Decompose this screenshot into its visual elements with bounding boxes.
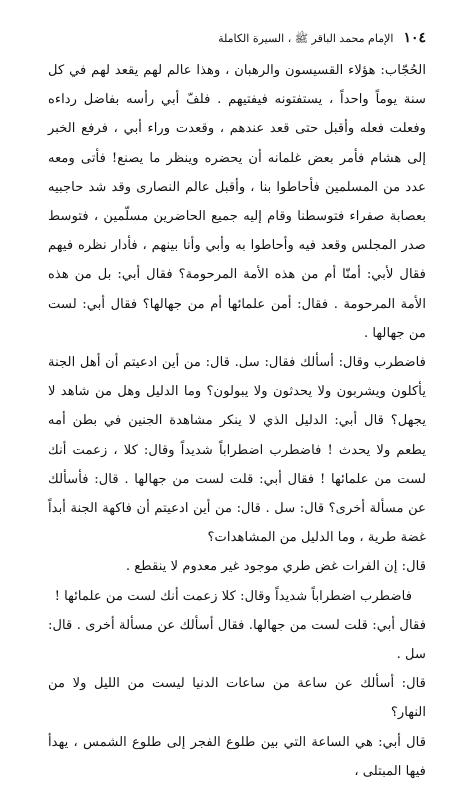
running-title: الإمام محمد الباقر ﷺ ، السيرة الكاملة [218, 32, 394, 45]
body-text [48, 56, 426, 786]
paragraph: قال: إن الفرات غض طري موجود غير معدوم لا ينقطع . [125, 559, 426, 575]
paragraph: قال: أسألك عن ساعة من ساعات الدنيا ليست من الليل ولا من النهار؟ [48, 676, 426, 721]
paragraph: فاضطرب اضطراباً شديداً وقال: كلا زعمت أنك لست من علمائها ! [54, 588, 412, 604]
paragraph: قال أبي: هي الساعة التي بين طلوع الفجر إلى طلوع الشمس ، يهدأ فيها المبتلى ، [48, 734, 426, 779]
paragraph: فقال أبي: قلت لست من جهالها. فقال أسألك عن مسألة أخرى . قال: سل . [48, 617, 426, 663]
running-header [48, 30, 426, 48]
paragraph: الحُجّاب: هؤلاء القسيسون والرهبان ، وهذا عالم لهم يقعد لهم في كل سنة يوماً واحداً ، يستفتونه فيفتيهم . فلفّ أبي رأسه بفاضل رداءه وفعلت فعله وأقبل حتى قعد عندهم ، وقعدت وراء أبي ، فرفع الخبر إلى هشام فأمر بعض غلمانه أن يحضره وينظر ما يصنع! فأتى ومعه عدد من المسلمين فأحاطوا بنا ، وأقبل عالم النصارى وقد شد حاجبيه بعصابة صفراء فتوسطنا وقام إليه جميع الحاضرين مسلّمين ، فتوسط صدر المجلس وقعد فيه وأحاطوا به وأبي وأنا بينهم ، فأدار نظره فيهم فقال لأبي: أمنّا أم من هذه الأمة المرحومة؟ فقال أبي: بل من هذه الأمة المرحومة . فقال: أمن علمائها أم من جهالها؟ فقال أبي: لست من جهالها . [48, 63, 426, 341]
book-page [48, 30, 426, 779]
page-number: ١٠٤ [403, 30, 426, 46]
paragraph: فاضطرب وقال: أسألك فقال: سل. قال: من أين ادعيتم أن أهل الجنة يأكلون ويشربون ولا يحدثون ولا يبولون؟ وما الدليل وهل من شاهد لا يجهل؟ قال أبي: الدليل الذي لا ينكر مشاهدة الجنين في بطن أمه يطعم ولا يحدث ! فاضطرب اضطراباً شديداً وقال: كلا ، زعمت أنك لست من علمائها ! فقال أبي: قلت لست من جهالها . قال: فأسألك عن مسألة أخرى؟ قال: سل . قال: من أين ادعيتم أن فاكهة الجنة أبداً غضة طرية ، وما الدليل من المشاهدات؟ [48, 355, 426, 546]
